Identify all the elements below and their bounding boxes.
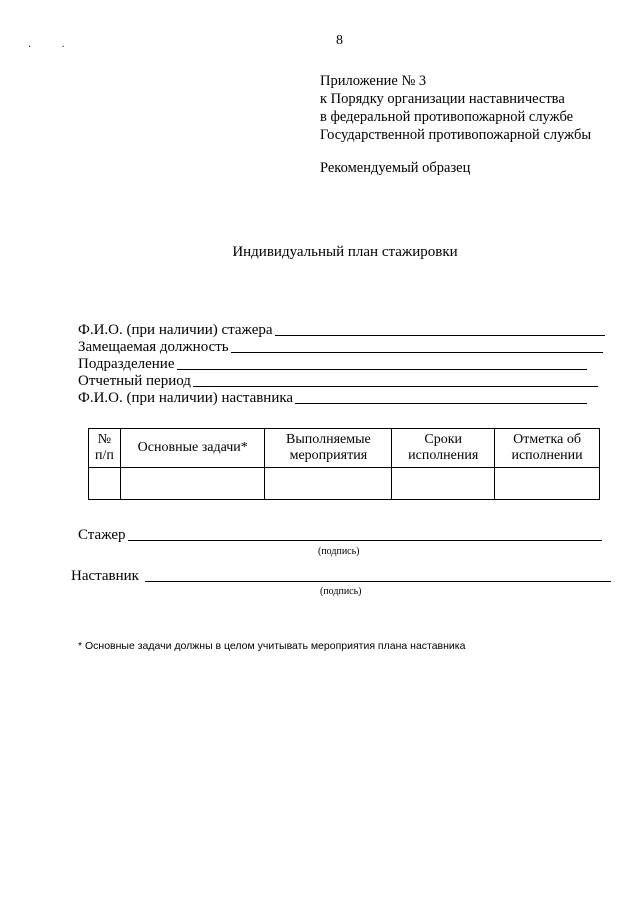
fill-line [231, 352, 603, 353]
signature-line [145, 581, 611, 582]
subdivision-field[interactable] [78, 356, 587, 373]
fill-line [177, 369, 587, 370]
appendix-header [320, 72, 591, 144]
table-cell[interactable] [120, 468, 265, 500]
mentor-name-field[interactable] [78, 390, 587, 407]
fill-line [193, 386, 598, 387]
signature-label: Стажер [78, 527, 126, 543]
footnote: * Основные задачи должны в целом учитывать мероприятия плана наставника [78, 640, 466, 652]
trainee-name-field[interactable] [78, 322, 605, 339]
table-header-row [89, 429, 600, 468]
signature-caption: (подпись) [320, 586, 362, 597]
reporting-period-field[interactable] [78, 373, 598, 390]
table-row [89, 468, 600, 500]
signature-line [128, 540, 602, 541]
internship-plan-table [88, 428, 600, 500]
appendix-line: Приложение № 3 [320, 73, 427, 89]
table-cell[interactable] [392, 468, 495, 500]
field-label: Ф.И.О. (при наличии) стажера [78, 322, 273, 338]
header-number: № п/п [89, 429, 121, 468]
signature-label: Наставник [71, 568, 139, 584]
position-field[interactable] [78, 339, 603, 356]
fill-line [275, 335, 605, 336]
signature-caption: (подпись) [318, 546, 360, 557]
scan-marks: ·· [28, 42, 95, 53]
trainee-signature-field[interactable] [78, 527, 602, 544]
appendix-line: к Порядку организации наставничества [320, 91, 565, 107]
mentor-signature-field[interactable] [71, 568, 611, 585]
field-label: Замещаемая должность [78, 339, 229, 355]
field-label: Подразделение [78, 356, 175, 372]
table-cell[interactable] [89, 468, 121, 500]
document-title: Индивидуальный план стажировки [232, 244, 458, 260]
table-cell[interactable] [265, 468, 392, 500]
header-deadlines: Сроки исполнения [392, 429, 495, 468]
page-number: 8 [336, 33, 343, 48]
appendix-line: Государственной противопожарной службы [320, 127, 592, 143]
table-cell[interactable] [495, 468, 600, 500]
header-activities: Выполняемые мероприятия [265, 429, 392, 468]
header-completion-mark: Отметка об исполнении [495, 429, 600, 468]
appendix-line: в федеральной противопожарной службе [320, 109, 574, 125]
field-label: Ф.И.О. (при наличии) наставника [78, 390, 294, 406]
sample-label: Рекомендуемый образец [320, 160, 471, 176]
header-main-tasks: Основные задачи* [120, 429, 265, 468]
fill-line [295, 403, 587, 404]
field-label: Отчетный период [78, 373, 191, 389]
